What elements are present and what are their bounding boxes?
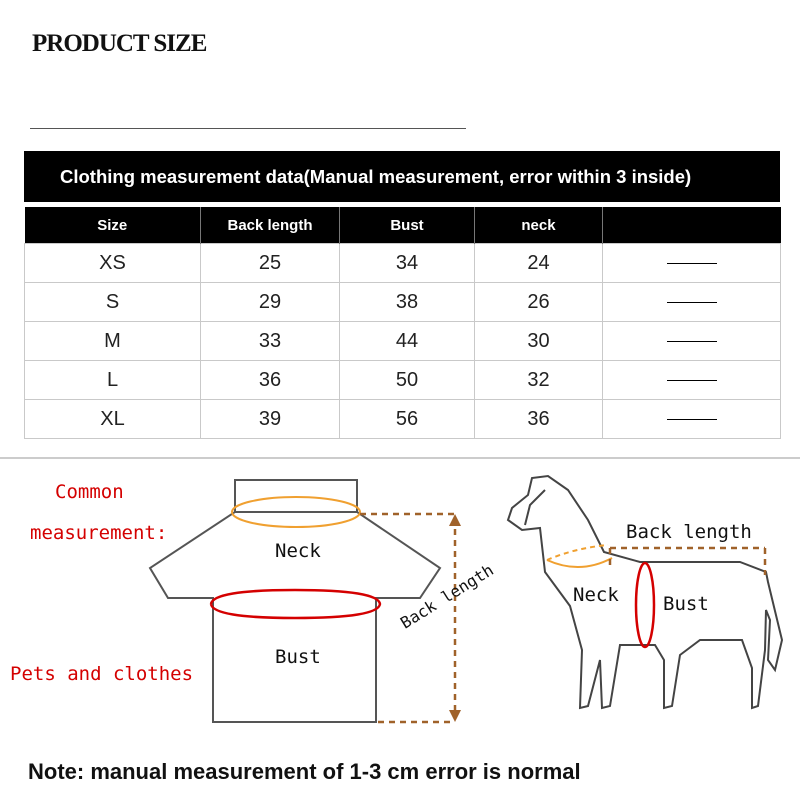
measurement-label: measurement: [30,522,168,544]
dog-back-length-label: Back length [626,521,752,543]
cell-empty [603,244,781,283]
cell-bust: 44 [340,322,475,361]
cell-neck: 26 [475,283,603,322]
table-row [25,361,781,400]
shirt-bust-arc [211,590,380,618]
cell-empty [603,400,781,439]
size-table [24,207,781,439]
dash-mark [667,302,717,303]
page-title: PRODUCT SIZE [32,30,207,57]
cell-bust: 38 [340,283,475,322]
table-row [25,322,781,361]
dash-mark [667,380,717,381]
shirt-neck-label: Neck [275,540,321,562]
cell-bust: 56 [340,400,475,439]
cell-bust: 50 [340,361,475,400]
cell-size: XS [25,244,201,283]
header-back-length: Back length [201,207,340,244]
table-row [25,244,781,283]
cell-size: M [25,322,201,361]
cell-size: XL [25,400,201,439]
dog-neck-arc-lower [547,558,612,567]
pets-and-clothes-label: Pets and clothes [10,663,194,685]
header-empty [603,207,781,244]
cell-back-length: 25 [201,244,340,283]
cell-back-length: 33 [201,322,340,361]
table-row [25,400,781,439]
header-bust: Bust [340,207,475,244]
cell-neck: 36 [475,400,603,439]
measurement-banner: Clothing measurement data(Manual measurement, error within 3 inside) [24,151,780,202]
cell-empty [603,283,781,322]
cell-back-length: 36 [201,361,340,400]
cell-neck: 30 [475,322,603,361]
cell-empty [603,361,781,400]
note-text: Note: manual measurement of 1-3 cm error is normal [28,759,581,784]
common-label: Common [55,481,124,503]
dog-bust-label: Bust [663,593,709,615]
cell-empty [603,322,781,361]
dog-neck-arc [547,545,608,560]
header-neck: neck [475,207,603,244]
cell-back-length: 29 [201,283,340,322]
section-divider [0,457,800,459]
size-table-header [25,207,781,244]
dash-mark [667,263,717,264]
dog-outline-icon [508,476,782,708]
dog-bust-ellipse [636,563,654,647]
cell-bust: 34 [340,244,475,283]
shirt-bust-label: Bust [275,646,321,668]
dog-neck-label: Neck [573,584,619,606]
cell-back-length: 39 [201,400,340,439]
shirt-back-length-label: Back length [396,560,497,633]
dash-mark [667,341,717,342]
cell-neck: 32 [475,361,603,400]
cell-size: L [25,361,201,400]
cell-size: S [25,283,201,322]
title-divider [30,128,466,129]
table-row [25,283,781,322]
header-size: Size [25,207,201,244]
shirt-outline-icon [150,480,440,722]
cell-neck: 24 [475,244,603,283]
dash-mark [667,419,717,420]
